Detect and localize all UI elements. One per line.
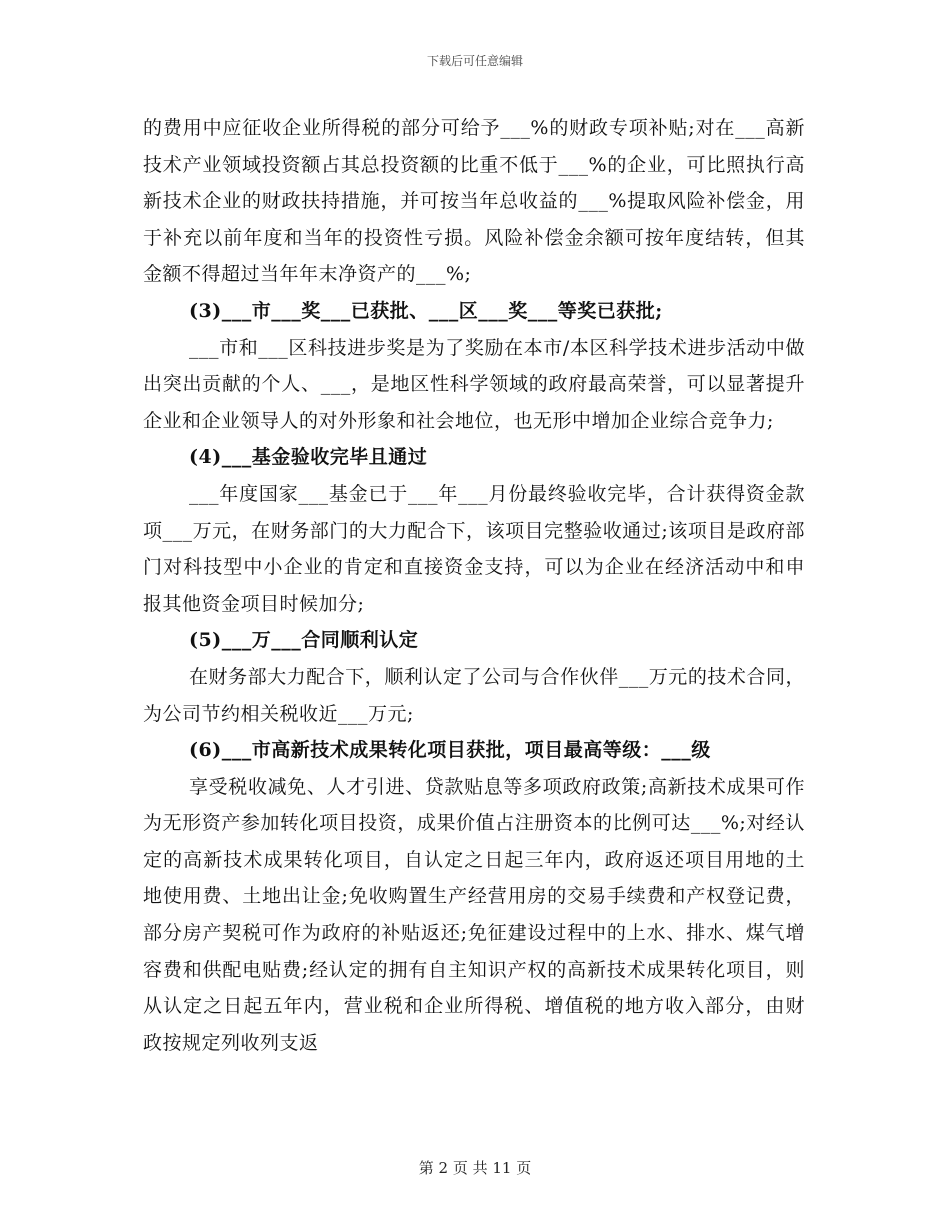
paragraph-item-6: 享受税收减免、人才引进、贷款贴息等多项政府政策;高新技术成果可作为无形资产参加转化项目投资，成果价值占注册资本的比例可达___%;对经认定的高新技术成果转化项目，自认定之日起三年内，政府返还项目用地的土地使用费、土地出让金;免收购置生产经营用房的交易手续费和产权登记费，部分房产契税可作为政府的补贴返还;免征建设过程中的上水、排水、煤气增容费和供配电贴费;经认定的拥有自主知识产权的高新技术成果转化项目，则从认定之日起五年内，营业税和企业所得税、增值税的地方收入部分，由财政按规定列收列支返	[143, 775, 805, 1054]
paragraph-subsidy-continued: 的费用中应征收企业所得税的部分可给予___%的财政专项补贴;对在___高新技术产业领域投资额占其总投资额的比重不低于___%的企业，可比照执行高新技术企业的财政扶持措施，并可按当年总收益的___%提取风险补偿金，用于补充以前年度和当年的投资性亏损。风险补偿金余额可按年度结转，但其金额不得超过当年年末净资产的___%;	[143, 117, 805, 286]
heading-item-3: (3)___市___奖___已获批、___区___奖___等奖已获批;	[189, 299, 663, 322]
page-number-footer: 第 2 页 共 11 页	[418, 1159, 532, 1177]
paragraph-item-5: 在财务部大力配合下，顺利认定了公司与合作伙伴___万元的技术合同，为公司节约相关税收近___万元;	[143, 665, 805, 725]
paragraph-item-3: ___市和___区科技进步奖是为了奖励在本市/本区科学技术进步活动中做出突出贡献的个人、___，是地区性科学领域的政府最高荣誉，可以显著提升企业和企业领导人的对外形象和社会地位，也无形中增加企业综合竞争力;	[143, 336, 805, 432]
document-body	[143, 110, 805, 1061]
page-header: 下载后可任意编辑	[426, 54, 523, 68]
heading-item-5: (5)___万___合同顺利认定	[189, 629, 419, 652]
paragraph-item-4: ___年度国家___基金已于___年___月份最终验收完毕，合计获得资金款项___万元，在财务部门的大力配合下，该项目完整验收通过;该项目是政府部门对科技型中小企业的肯定和直接资金支持，可以为企业在经济活动中和申报其他资金项目时候加分;	[143, 482, 805, 615]
heading-item-4: (4)___基金验收完毕且通过	[189, 446, 428, 469]
heading-item-6: (6)___市高新技术成果转化项目获批，项目最高等级：___级	[189, 739, 711, 762]
